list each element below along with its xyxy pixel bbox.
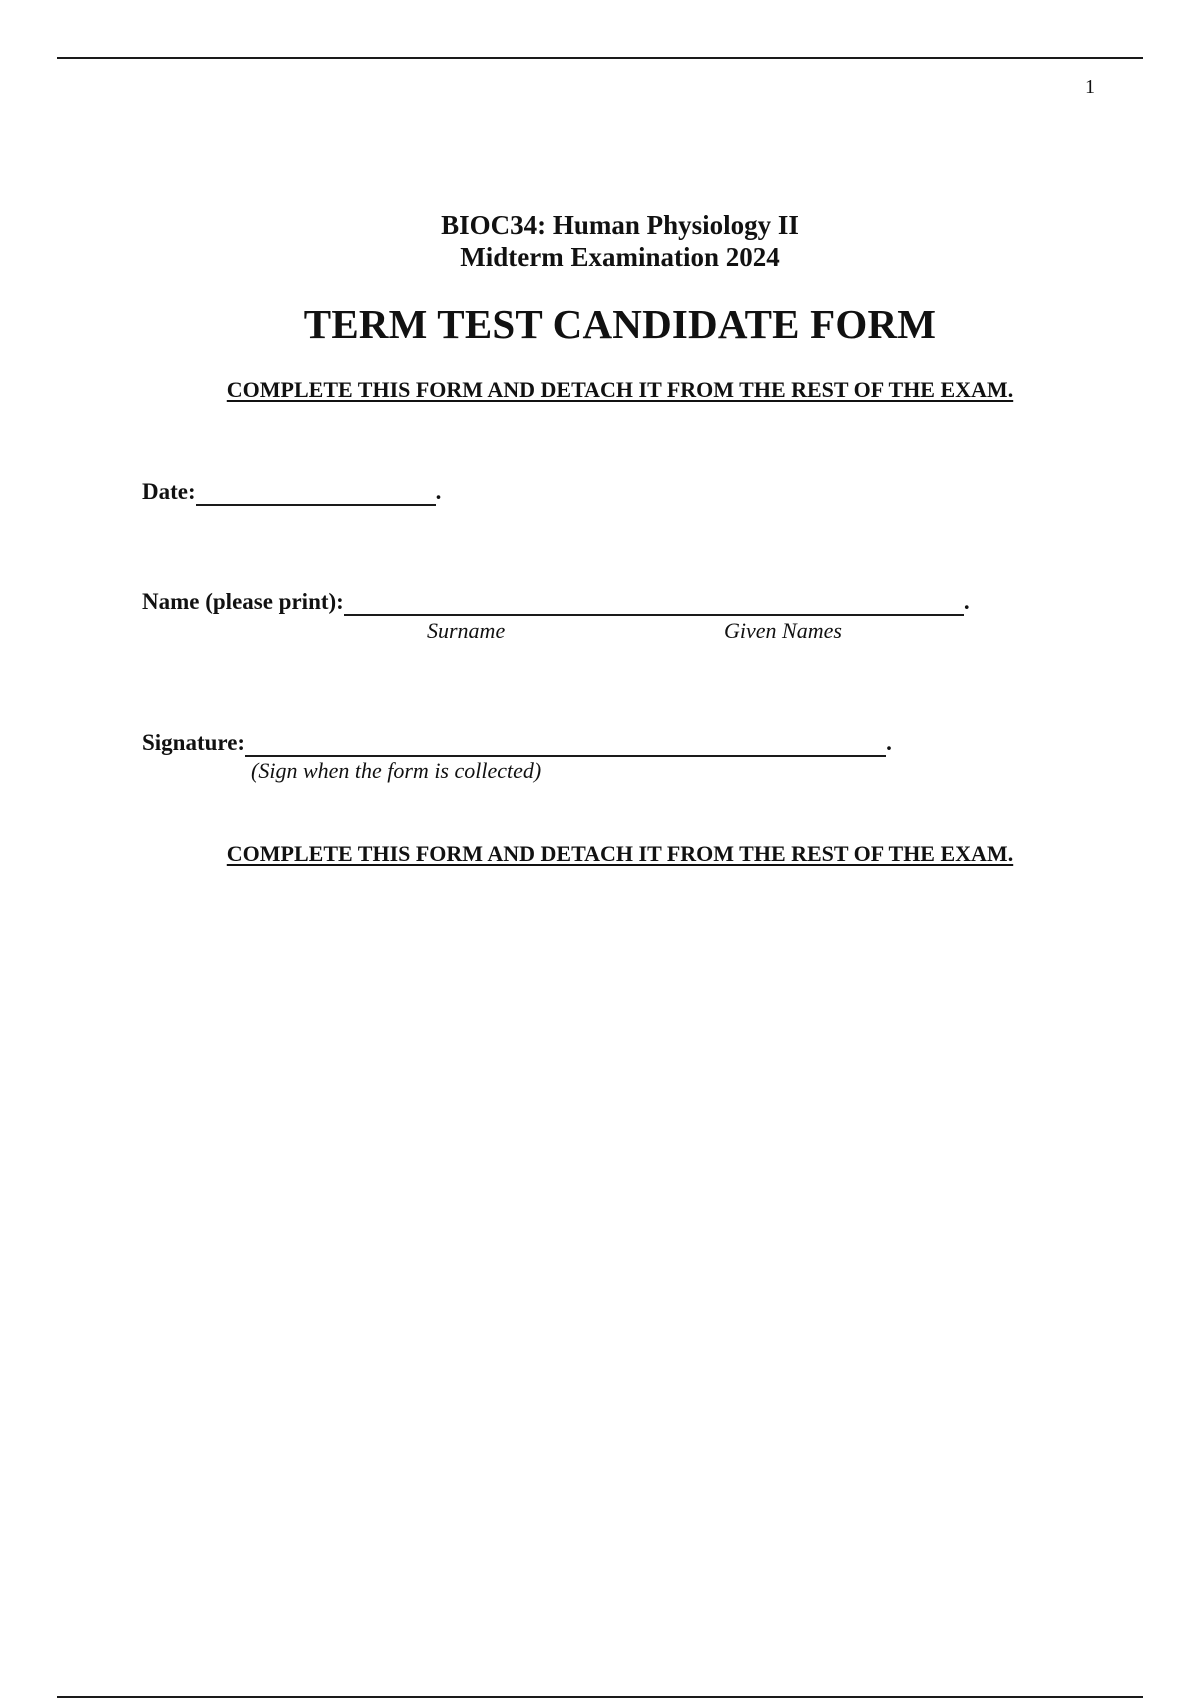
page-number: 1 bbox=[1085, 76, 1095, 98]
name-field bbox=[142, 588, 970, 616]
date-blank-line[interactable] bbox=[196, 482, 436, 506]
date-label: Date: bbox=[142, 479, 196, 504]
date-field bbox=[142, 478, 441, 506]
surname-caption: Surname bbox=[427, 618, 506, 643]
detach-instruction-top: COMPLETE THIS FORM AND DETACH IT FROM THE REST OF THE EXAM. bbox=[226, 377, 1014, 402]
course-title: BIOC34: Human Physiology II bbox=[441, 210, 799, 240]
detach-instruction-bottom: COMPLETE THIS FORM AND DETACH IT FROM THE REST OF THE EXAM. bbox=[226, 841, 1014, 866]
signature-blank-line[interactable] bbox=[245, 733, 886, 757]
exam-title: Midterm Examination 2024 bbox=[460, 242, 780, 272]
form-title: TERM TEST CANDIDATE FORM bbox=[303, 301, 937, 347]
signature-end-period: . bbox=[886, 730, 892, 755]
top-rule bbox=[57, 57, 1143, 59]
signature-label: Signature: bbox=[142, 730, 246, 755]
name-label: Name (please print): bbox=[142, 589, 344, 614]
signature-field bbox=[142, 729, 892, 757]
given-names-caption: Given Names bbox=[724, 618, 842, 643]
signature-hint: (Sign when the form is collected) bbox=[251, 758, 542, 783]
name-blank-line[interactable] bbox=[344, 592, 964, 616]
date-end-period: . bbox=[435, 479, 442, 504]
bottom-rule bbox=[57, 1696, 1143, 1698]
name-end-period: . bbox=[963, 589, 970, 614]
